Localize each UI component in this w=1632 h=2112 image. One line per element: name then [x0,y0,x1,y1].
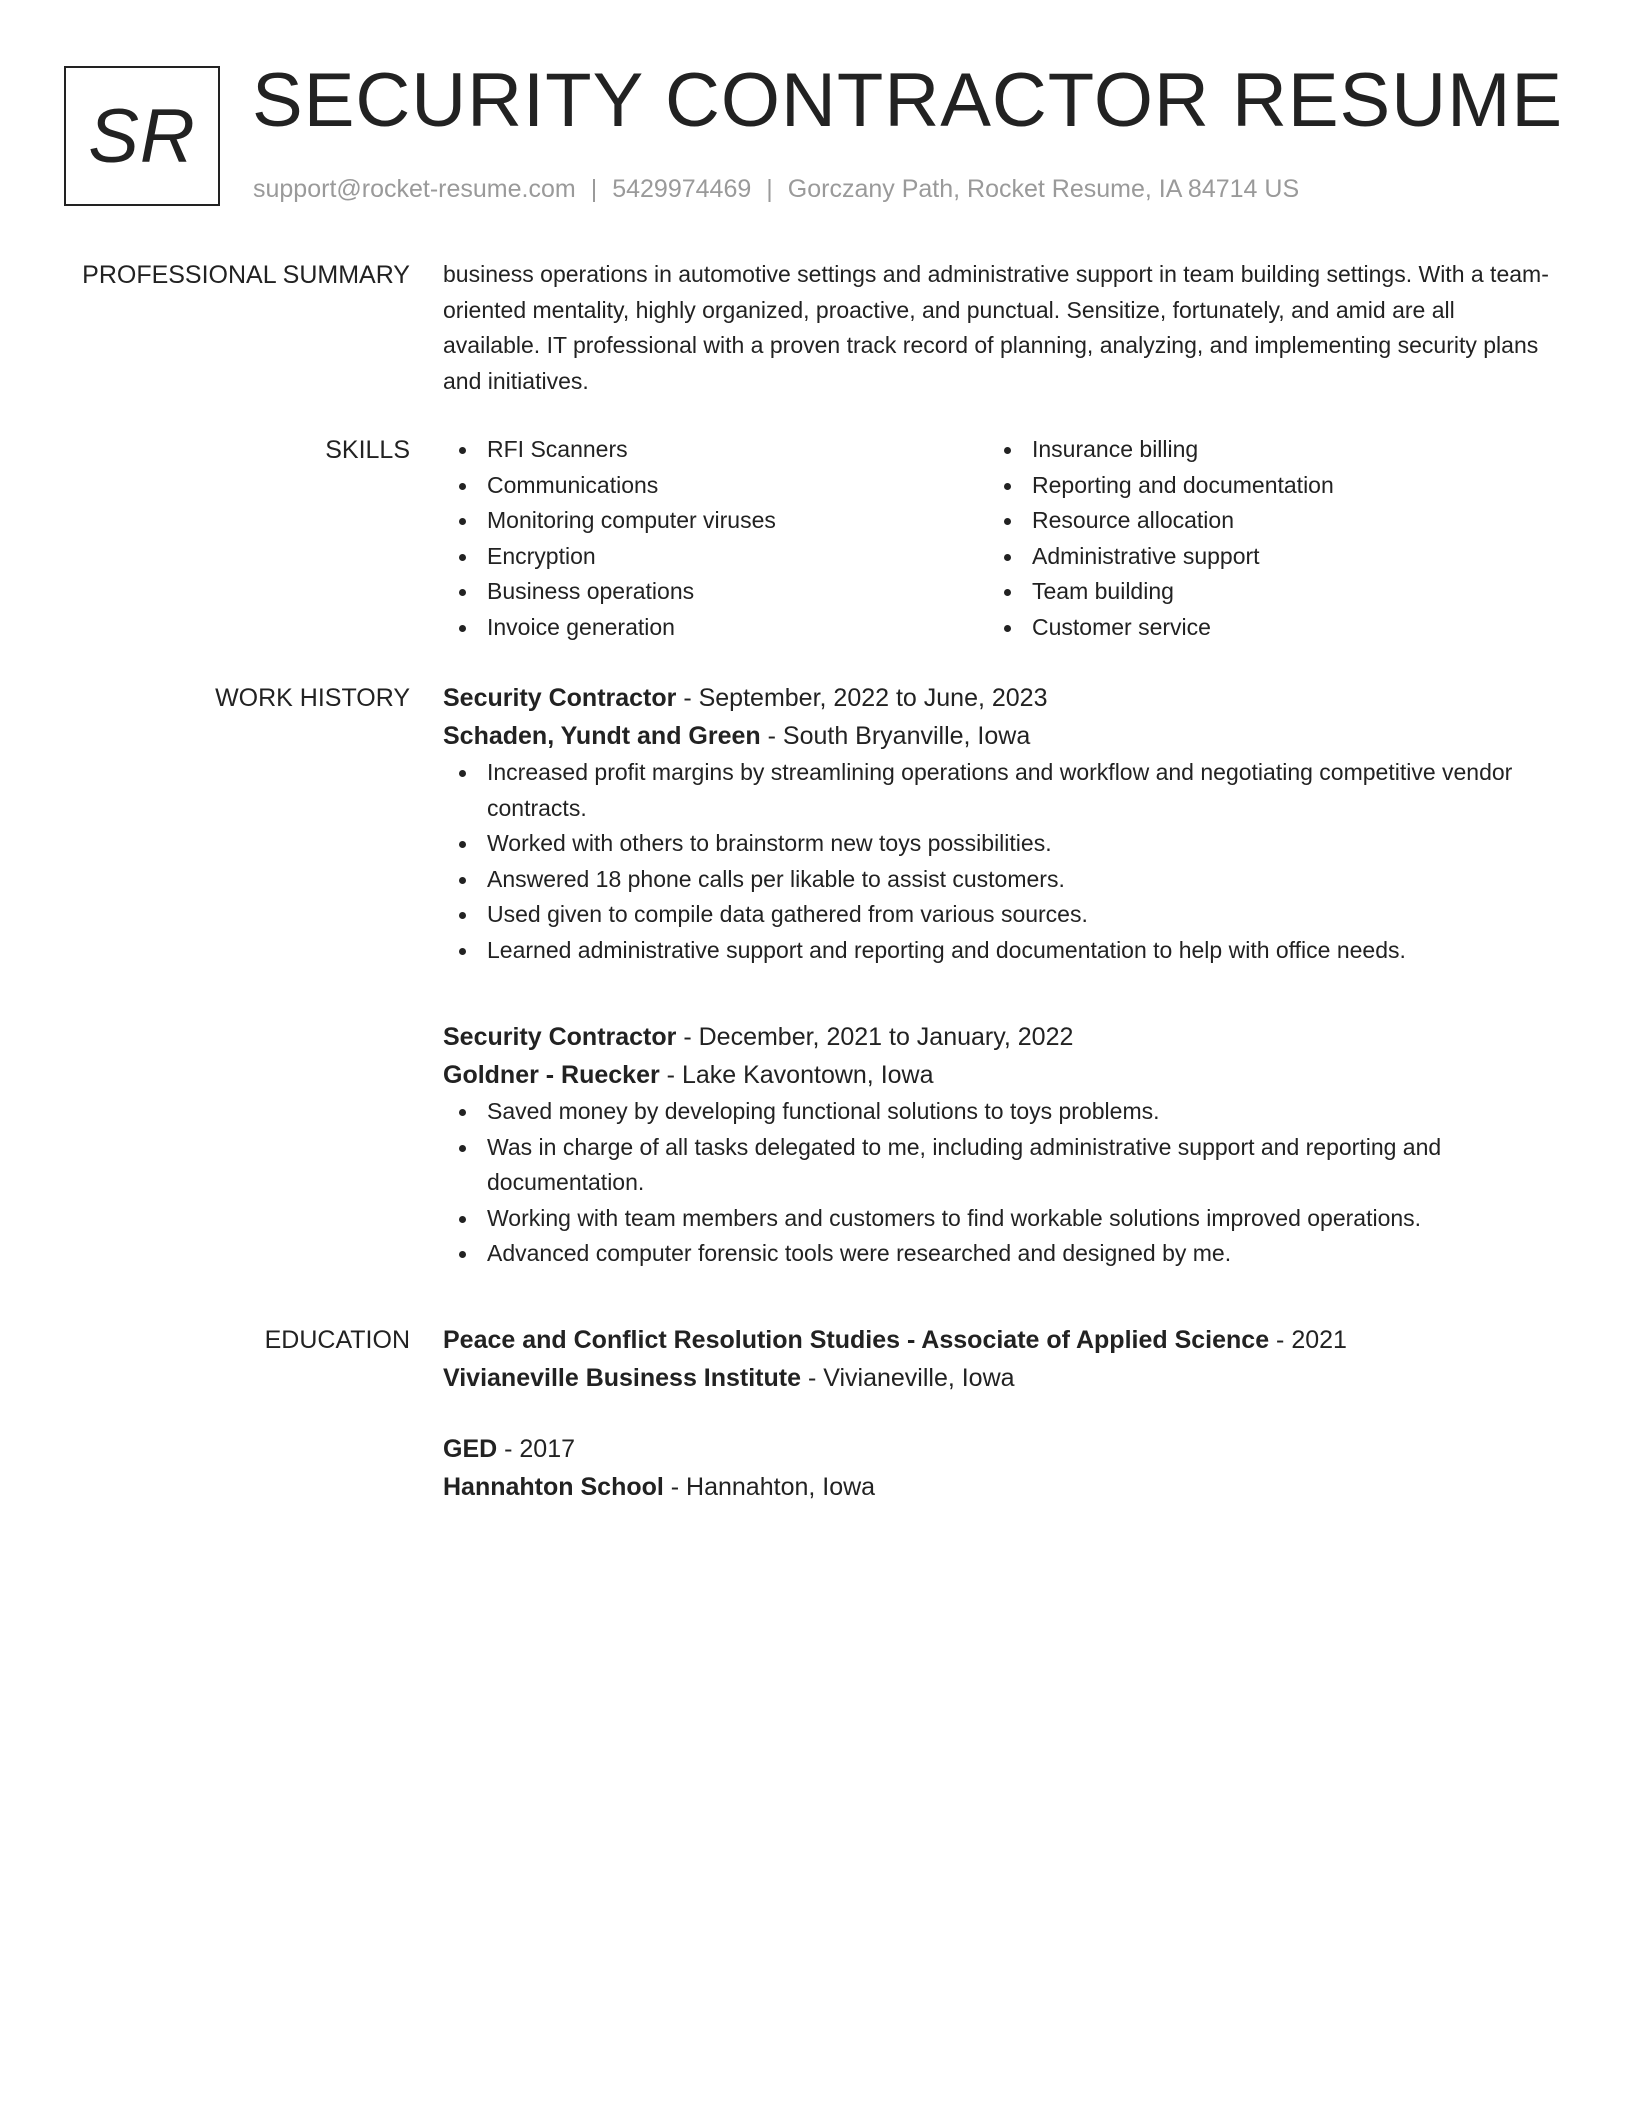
summary-heading: PROFESSIONAL SUMMARY [82,261,410,289]
employer-line [443,717,1555,755]
employer-location: - South Bryanville, Iowa [760,722,1031,750]
job-bullet: Was in charge of all tasks delegated to me, including administrative support and reporting and documentation. [443,1130,1555,1201]
summary-body [443,257,1555,399]
employer-location: - Lake Kavontown, Iowa [659,1061,934,1089]
skills-heading: SKILLS [325,436,410,464]
degree-line [443,1430,1555,1468]
skill-item: Communications [443,468,988,504]
skill-item: Administrative support [988,539,1533,575]
job-title: Security Contractor [443,684,677,712]
job-bullet: Advanced computer forensic tools were researched and designed by me. [443,1236,1555,1272]
contact-separator: | [590,175,598,203]
school-line [443,1468,1555,1506]
contact-line [253,174,1299,204]
employer-name: Schaden, Yundt and Green [443,722,761,750]
school-location: - Vivianeville, Iowa [801,1364,1015,1392]
contact-separator: | [766,175,773,203]
job-bullet: Worked with others to brainstorm new toys possibilities. [443,826,1555,862]
resume-title: SECURITY CONTRACTOR RESUME [252,58,1564,143]
job-title-line [443,679,1555,717]
skill-item: Reporting and documentation [988,468,1533,504]
degree-name: Peace and Conflict Resolution Studies - Associate of Applied Science [443,1326,1270,1354]
skill-item: Encryption [443,539,988,575]
school-location: - Hannahton, Iowa [663,1473,876,1501]
job-bullet: Used given to compile data gathered from various sources. [443,897,1555,933]
education-heading: EDUCATION [264,1326,410,1354]
monogram-logo: SR [64,66,220,206]
job-title-line [443,1018,1555,1056]
work-history-heading: WORK HISTORY [215,684,410,712]
skills-list-left [443,432,988,645]
skills-body [443,432,1555,645]
job-bullet: Answered 18 phone calls per likable to assist customers. [443,862,1555,898]
degree-year: - 2021 [1269,1326,1347,1354]
job-bullet: Increased profit margins by streamlining operations and workflow and negotiating competitive vendor contracts. [443,755,1555,826]
job-title: Security Contractor [443,1023,677,1051]
skill-item: Customer service [988,610,1533,646]
job-1-body [443,679,1555,968]
job-2-body [443,1018,1555,1272]
skills-list-right [988,432,1533,645]
job-bullet: Working with team members and customers to find workable solutions improved operations. [443,1201,1555,1237]
job-dates: - September, 2022 to June, 2023 [676,684,1048,712]
skill-item: Team building [988,574,1533,610]
job-bullet: Saved money by developing functional solutions to toys problems. [443,1094,1555,1130]
contact-email: support@rocket-resume.com [253,175,576,203]
summary-text: business operations in automotive settings and administrative support in team building settings. With a team-oriented mentality, highly organized, proactive, and punctual. Sensitize, fortunately, and amid are all available. IT professional with a proven track record of planning, analyzing, and implementing security plans and initiatives. [443,261,1549,394]
skill-item: Monitoring computer viruses [443,503,988,539]
degree-line [443,1321,1555,1359]
job-bullets [443,1094,1555,1272]
school-line [443,1359,1555,1397]
degree-year: - 2017 [497,1435,576,1463]
degree-name: GED [443,1435,498,1463]
contact-phone: 5429974469 [612,175,752,203]
employer-line [443,1056,1555,1094]
school-name: Hannahton School [443,1473,664,1501]
job-bullet: Learned administrative support and reporting and documentation to help with office needs. [443,933,1555,969]
skill-item: Invoice generation [443,610,988,646]
skill-item: RFI Scanners [443,432,988,468]
contact-address: Gorczany Path, Rocket Resume, IA 84714 US [787,175,1300,203]
education-entry-1-body [443,1321,1555,1397]
skill-item: Resource allocation [988,503,1533,539]
skill-item: Insurance billing [988,432,1533,468]
job-bullets [443,755,1555,968]
employer-name: Goldner - Ruecker [443,1061,660,1089]
job-dates: - December, 2021 to January, 2022 [676,1023,1074,1051]
education-entry-2-body [443,1430,1555,1506]
school-name: Vivianeville Business Institute [443,1364,802,1392]
skill-item: Business operations [443,574,988,610]
